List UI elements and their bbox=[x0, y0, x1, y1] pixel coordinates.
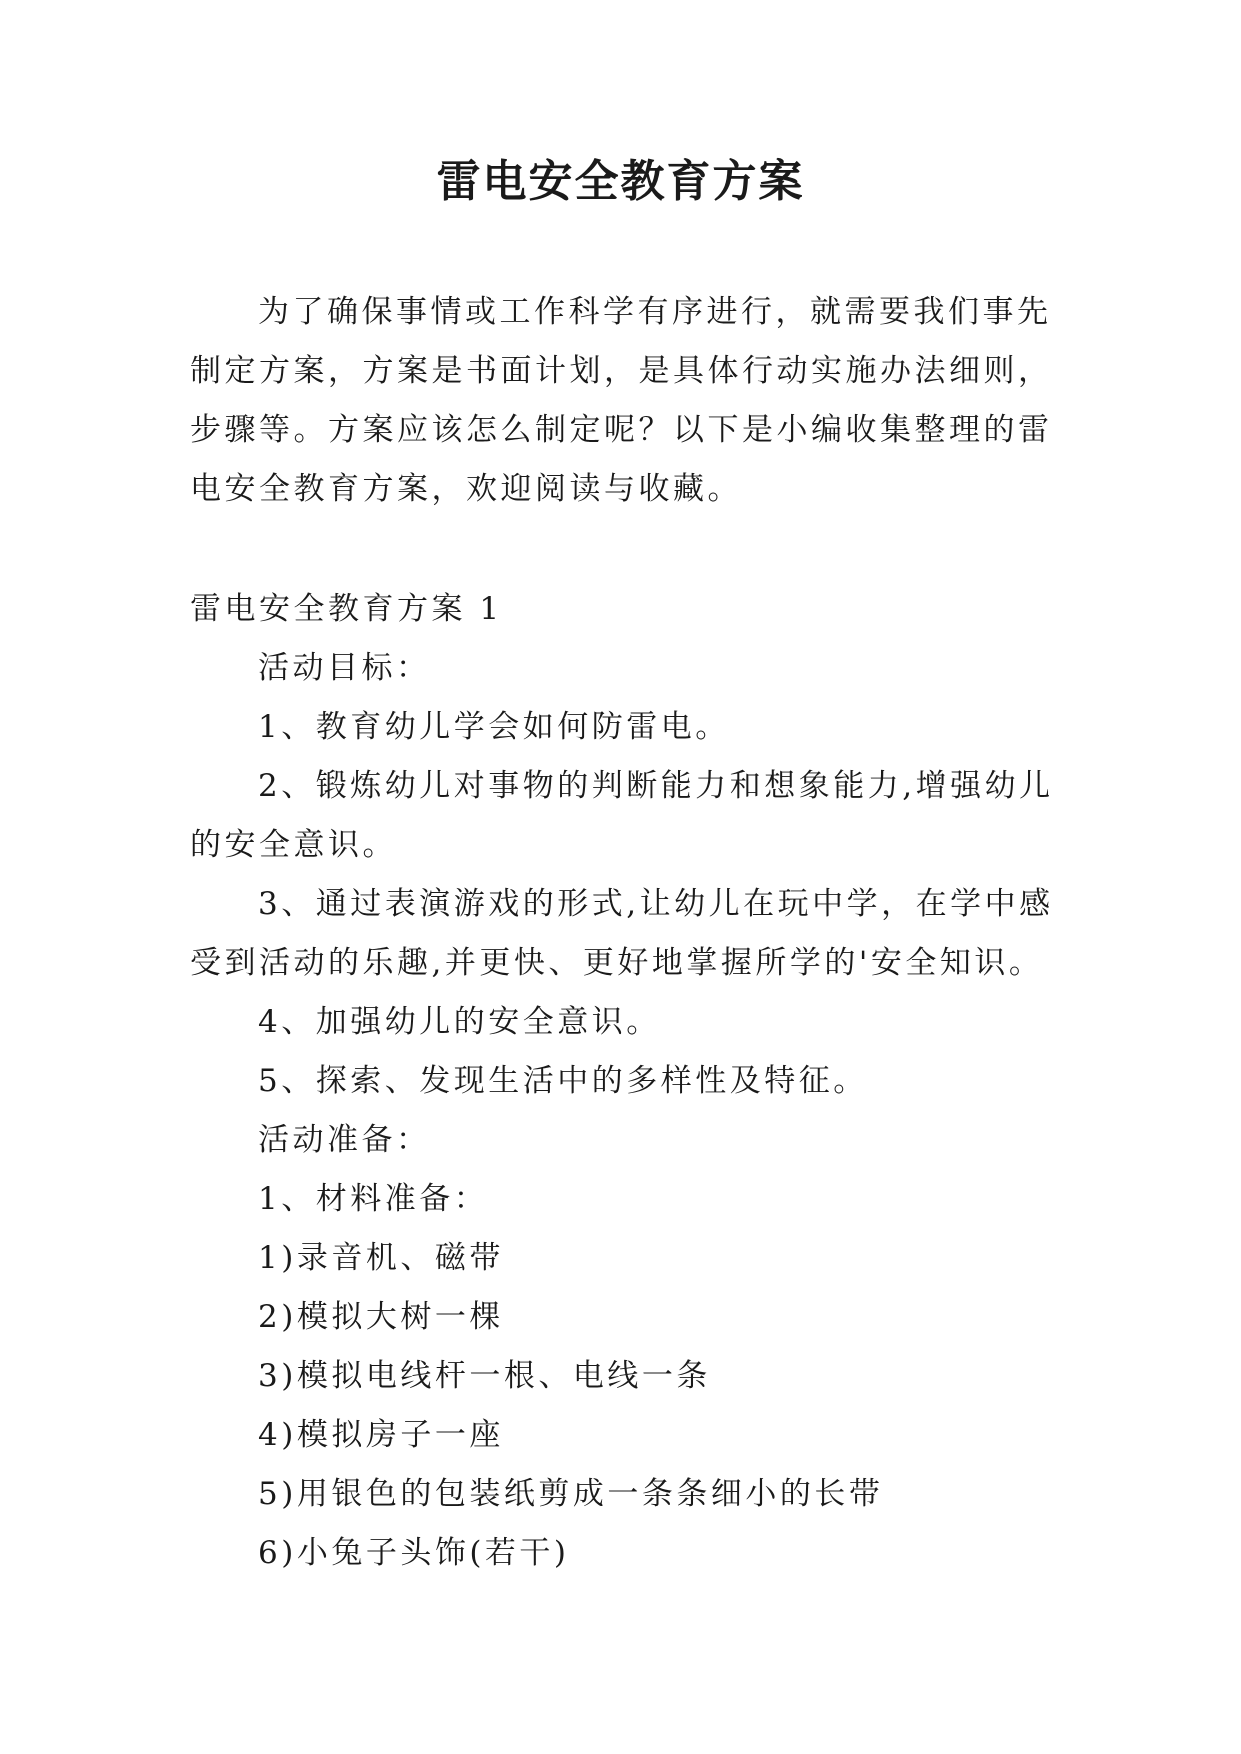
material-item: 4)模拟房子一座 bbox=[258, 1417, 504, 1453]
goal-item: 5、探索、发现生活中的多样性及特征。 bbox=[258, 1063, 868, 1099]
goal-item: 2、锻炼幼儿对事物的判断能力和想象能力,增强幼儿的安全意识。 bbox=[190, 768, 1054, 863]
material-item: 6)小兔子头饰(若干) bbox=[258, 1535, 570, 1571]
section-title: 雷电安全教育方案 1 bbox=[190, 591, 503, 627]
prep-subheading: 1、材料准备： bbox=[258, 1181, 489, 1217]
intro-paragraph: 为了确保事情或工作科学有序进行，就需要我们事先制定方案，方案是书面计划，是具体行动实施办法细则，步骤等。方案应该怎么制定呢？以下是小编收集整理的雷电安全教育方案，欢迎阅读与收藏。 bbox=[190, 294, 1053, 507]
material-item: 2)模拟大树一棵 bbox=[258, 1299, 504, 1335]
document-title: 雷电安全教育方案 bbox=[436, 156, 805, 207]
goal-item: 3、通过表演游戏的形式,让幼儿在玩中学，在学中感受到活动的乐趣,并更快、更好地掌握所学的'安全知识。 bbox=[190, 886, 1054, 981]
goals-heading: 活动目标： bbox=[258, 650, 431, 686]
material-item: 5)用银色的包装纸剪成一条条细小的长带 bbox=[258, 1476, 884, 1512]
prep-heading: 活动准备： bbox=[258, 1122, 431, 1158]
goal-item: 1、教育幼儿学会如何防雷电。 bbox=[258, 709, 730, 745]
document-body bbox=[190, 580, 1060, 1583]
material-item: 1)录音机、磁带 bbox=[258, 1240, 504, 1276]
material-item: 3)模拟电线杆一根、电线一条 bbox=[258, 1358, 711, 1394]
goal-item: 4、加强幼儿的安全意识。 bbox=[258, 1004, 661, 1040]
